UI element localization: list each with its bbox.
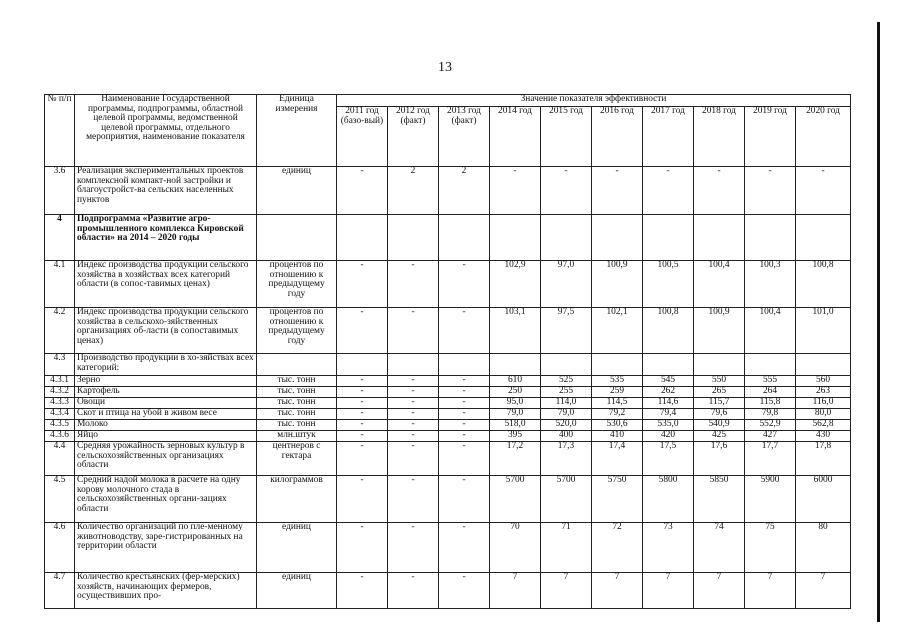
row-value: 100,9	[694, 308, 745, 354]
row-value: -	[388, 573, 439, 609]
row-value: -	[439, 431, 490, 442]
row-value: -	[694, 167, 745, 215]
row-number: 4.3.4	[45, 409, 75, 420]
row-number: 4.3.3	[45, 398, 75, 409]
table-row	[45, 167, 851, 215]
row-value: 560	[796, 376, 851, 387]
row-name: Овощи	[75, 398, 257, 409]
row-value: 259	[592, 387, 643, 398]
row-name: Молоко	[75, 420, 257, 431]
row-value: 79,0	[541, 409, 592, 420]
row-value: 550	[694, 376, 745, 387]
row-name: Картофель	[75, 387, 257, 398]
row-value: 425	[694, 431, 745, 442]
row-value: -	[439, 442, 490, 476]
row-value: 17,2	[490, 442, 541, 476]
row-number: 4.3.1	[45, 376, 75, 387]
row-value: 6000	[796, 476, 851, 523]
row-value: 100,4	[694, 261, 745, 308]
row-number: 4.1	[45, 261, 75, 308]
header-number: № п/п	[45, 95, 75, 167]
row-value: -	[337, 409, 388, 420]
row-name: Индекс производства продукции сельского хозяйства в сельскохо-зяйственных организациях об-ласти (в сопоставимых ценах)	[75, 308, 257, 354]
row-name: Скот и птица на убой в живом весе	[75, 409, 257, 420]
row-value: 103,1	[490, 308, 541, 354]
row-value: 400	[541, 431, 592, 442]
row-value: 100,5	[643, 261, 694, 308]
row-value: 5900	[745, 476, 796, 523]
row-value: -	[796, 167, 851, 215]
row-name: Подпрограмма «Развитие агро-промышленного комплекса Кировской области» на 2014 – 2020 годы	[75, 215, 257, 261]
row-number: 4.3.2	[45, 387, 75, 398]
row-value: 5750	[592, 476, 643, 523]
row-value: 80,0	[796, 409, 851, 420]
header-year: 2019 год	[745, 107, 796, 167]
table-row	[45, 215, 851, 261]
row-name: Производство продукции в хо-зяйствах всех категорий:	[75, 354, 257, 376]
header-values: Значение показателя эффективности	[337, 95, 851, 107]
header-year: 2016 год	[592, 107, 643, 167]
row-value: 70	[490, 523, 541, 573]
row-value: -	[388, 409, 439, 420]
row-value: -	[337, 573, 388, 609]
row-unit: килограммов	[257, 476, 337, 523]
row-value: 74	[694, 523, 745, 573]
row-value: 100,8	[796, 261, 851, 308]
row-value: 5700	[490, 476, 541, 523]
row-unit: тыс. тонн	[257, 420, 337, 431]
row-value: 430	[796, 431, 851, 442]
row-number: 4.4	[45, 442, 75, 476]
row-value: -	[490, 167, 541, 215]
row-value: -	[388, 387, 439, 398]
header-year: 2018 год	[694, 107, 745, 167]
row-value: -	[337, 398, 388, 409]
row-value: 73	[643, 523, 694, 573]
row-value: 79,8	[745, 409, 796, 420]
row-unit: тыс. тонн	[257, 376, 337, 387]
row-value: 7	[796, 573, 851, 609]
row-value: 255	[541, 387, 592, 398]
row-value: 100,3	[745, 261, 796, 308]
row-name: Реализация экспериментальных проектов комплексной компакт-ной застройки и благоустройст-ва сельских населенных пунктов	[75, 167, 257, 215]
row-value: -	[337, 523, 388, 573]
row-value: 5850	[694, 476, 745, 523]
row-value: -	[337, 420, 388, 431]
row-value: 7	[592, 573, 643, 609]
row-unit: единиц	[257, 523, 337, 573]
row-value: 530,6	[592, 420, 643, 431]
row-value: -	[337, 442, 388, 476]
row-value: 427	[745, 431, 796, 442]
row-value: 5800	[643, 476, 694, 523]
row-unit: тыс. тонн	[257, 409, 337, 420]
row-value: 79,2	[592, 409, 643, 420]
row-value	[490, 215, 541, 261]
row-value	[643, 354, 694, 376]
row-value: 102,1	[592, 308, 643, 354]
row-unit: единиц	[257, 573, 337, 609]
row-value: -	[745, 167, 796, 215]
row-value: -	[388, 476, 439, 523]
row-value: 552,9	[745, 420, 796, 431]
row-value: 97,5	[541, 308, 592, 354]
row-value	[439, 215, 490, 261]
row-value: 263	[796, 387, 851, 398]
row-number: 3.6	[45, 167, 75, 215]
row-value: -	[439, 261, 490, 308]
row-value: -	[439, 398, 490, 409]
row-value: 610	[490, 376, 541, 387]
row-value: 520,0	[541, 420, 592, 431]
row-value: 17,7	[745, 442, 796, 476]
header-year: 2020 год	[796, 107, 851, 167]
row-number: 4.3.6	[45, 431, 75, 442]
row-value	[490, 354, 541, 376]
row-value: -	[388, 376, 439, 387]
row-number: 4.7	[45, 573, 75, 609]
row-value: 535,0	[643, 420, 694, 431]
row-value: 5700	[541, 476, 592, 523]
row-value	[592, 354, 643, 376]
row-value: 79,6	[694, 409, 745, 420]
row-value: 265	[694, 387, 745, 398]
row-unit: центнеров с гектара	[257, 442, 337, 476]
row-unit	[257, 354, 337, 376]
row-value: 17,6	[694, 442, 745, 476]
row-value: 102,9	[490, 261, 541, 308]
header-year: 2013 год (факт)	[439, 107, 490, 167]
row-value	[694, 215, 745, 261]
row-value: -	[337, 387, 388, 398]
header-year: 2012 год (факт)	[388, 107, 439, 167]
row-value: -	[337, 431, 388, 442]
row-number: 4	[45, 215, 75, 261]
row-unit: млн.штук	[257, 431, 337, 442]
row-value: -	[592, 167, 643, 215]
row-value: 518,0	[490, 420, 541, 431]
header-year: 2014 год	[490, 107, 541, 167]
row-value	[541, 354, 592, 376]
table-row	[45, 398, 851, 409]
row-value: 101,0	[796, 308, 851, 354]
row-name: Индекс производства продукции сельского хозяйства в хозяйствах всех категорий области (в сопос-тавимых ценах)	[75, 261, 257, 308]
page-number: 13	[438, 60, 452, 75]
table-row	[45, 308, 851, 354]
header-year: 2015 год	[541, 107, 592, 167]
table-row	[45, 573, 851, 609]
row-value: -	[439, 523, 490, 573]
row-value: -	[388, 308, 439, 354]
row-value	[643, 215, 694, 261]
table-row	[45, 420, 851, 431]
row-value: 114,0	[541, 398, 592, 409]
row-value: 17,5	[643, 442, 694, 476]
row-value: -	[337, 261, 388, 308]
row-value: -	[439, 387, 490, 398]
row-value: -	[541, 167, 592, 215]
table-row	[45, 523, 851, 573]
row-value: -	[643, 167, 694, 215]
row-name: Средний надой молока в расчете на одну корову молочного стада в сельскохозяйственных органи-зациях области	[75, 476, 257, 523]
row-unit: процентов по отношению к предыдущему году	[257, 308, 337, 354]
row-name: Средняя урожайность зерновых культур в сельскохозяйственных организациях области	[75, 442, 257, 476]
header-name: Наименование Государственной программы, подпрограммы, областной целевой программы, ведомственной целевой программы, отдельного мероприятия, наименование показателя	[75, 95, 257, 167]
row-value: -	[439, 308, 490, 354]
row-value: 410	[592, 431, 643, 442]
row-value: -	[388, 523, 439, 573]
row-value	[592, 215, 643, 261]
table-row	[45, 409, 851, 420]
row-value: 80	[796, 523, 851, 573]
row-value: 100,4	[745, 308, 796, 354]
row-unit: единиц	[257, 167, 337, 215]
row-name: Зерно	[75, 376, 257, 387]
row-value: -	[337, 476, 388, 523]
row-value: 7	[541, 573, 592, 609]
row-value: 250	[490, 387, 541, 398]
row-unit: процентов по отношению к предыдущему году	[257, 261, 337, 308]
indicators-table	[44, 94, 851, 609]
row-unit: тыс. тонн	[257, 398, 337, 409]
row-value: 97,0	[541, 261, 592, 308]
row-name: Количество организаций по пле-менному животноводству, заре-гистрированных на территории области	[75, 523, 257, 573]
table-row	[45, 431, 851, 442]
table-row	[45, 354, 851, 376]
row-value: 7	[490, 573, 541, 609]
row-number: 4.3.5	[45, 420, 75, 431]
table-row	[45, 387, 851, 398]
row-value: 545	[643, 376, 694, 387]
row-value: 525	[541, 376, 592, 387]
row-unit: тыс. тонн	[257, 387, 337, 398]
row-value: -	[439, 376, 490, 387]
row-value: -	[337, 308, 388, 354]
header-year: 2011 год (базо-вый)	[337, 107, 388, 167]
row-value: -	[388, 398, 439, 409]
row-value: 17,3	[541, 442, 592, 476]
row-number: 4.3	[45, 354, 75, 376]
row-value	[337, 354, 388, 376]
row-value	[745, 215, 796, 261]
row-value: -	[388, 420, 439, 431]
row-unit	[257, 215, 337, 261]
row-value: 264	[745, 387, 796, 398]
row-value: -	[388, 442, 439, 476]
row-number: 4.6	[45, 523, 75, 573]
row-value: -	[439, 420, 490, 431]
row-value: 17,4	[592, 442, 643, 476]
row-value	[694, 354, 745, 376]
row-value: 395	[490, 431, 541, 442]
row-value: 115,8	[745, 398, 796, 409]
row-name: Яйцо	[75, 431, 257, 442]
row-value: 7	[745, 573, 796, 609]
row-value	[796, 215, 851, 261]
row-value	[337, 215, 388, 261]
row-value: 95,0	[490, 398, 541, 409]
row-value: 100,9	[592, 261, 643, 308]
row-value: 100,8	[643, 308, 694, 354]
row-value: 116,0	[796, 398, 851, 409]
row-value	[439, 354, 490, 376]
table-row	[45, 261, 851, 308]
table-body	[45, 167, 851, 609]
table-header	[45, 95, 851, 167]
row-value: 7	[694, 573, 745, 609]
row-value	[745, 354, 796, 376]
row-value: -	[337, 167, 388, 215]
row-value: 75	[745, 523, 796, 573]
row-value: 7	[643, 573, 694, 609]
row-value	[388, 215, 439, 261]
row-value: -	[337, 376, 388, 387]
row-value: 2	[388, 167, 439, 215]
row-value: 79,4	[643, 409, 694, 420]
header-year: 2017 год	[643, 107, 694, 167]
row-value: 540,9	[694, 420, 745, 431]
row-value: 555	[745, 376, 796, 387]
row-value: 17,8	[796, 442, 851, 476]
row-value: 79,0	[490, 409, 541, 420]
row-number: 4.2	[45, 308, 75, 354]
row-value: 262	[643, 387, 694, 398]
page-edge-line	[877, 22, 880, 622]
row-value: 2	[439, 167, 490, 215]
row-value	[541, 215, 592, 261]
row-value: 535	[592, 376, 643, 387]
row-value: -	[388, 431, 439, 442]
row-value	[388, 354, 439, 376]
table-row	[45, 442, 851, 476]
row-value: 72	[592, 523, 643, 573]
header-unit: Единица измерения	[257, 95, 337, 167]
row-value: -	[439, 409, 490, 420]
table-row	[45, 476, 851, 523]
row-value: 114,5	[592, 398, 643, 409]
row-value: 71	[541, 523, 592, 573]
row-number: 4.5	[45, 476, 75, 523]
row-value: -	[439, 573, 490, 609]
row-value: 562,8	[796, 420, 851, 431]
row-value: 115,7	[694, 398, 745, 409]
table-row	[45, 376, 851, 387]
row-value: 114,6	[643, 398, 694, 409]
row-name: Количество крестьянских (фер-мерских) хозяйств, начинающих фермеров, осуществивших про-	[75, 573, 257, 609]
row-value: -	[439, 476, 490, 523]
row-value: 420	[643, 431, 694, 442]
row-value	[796, 354, 851, 376]
row-value: -	[388, 261, 439, 308]
